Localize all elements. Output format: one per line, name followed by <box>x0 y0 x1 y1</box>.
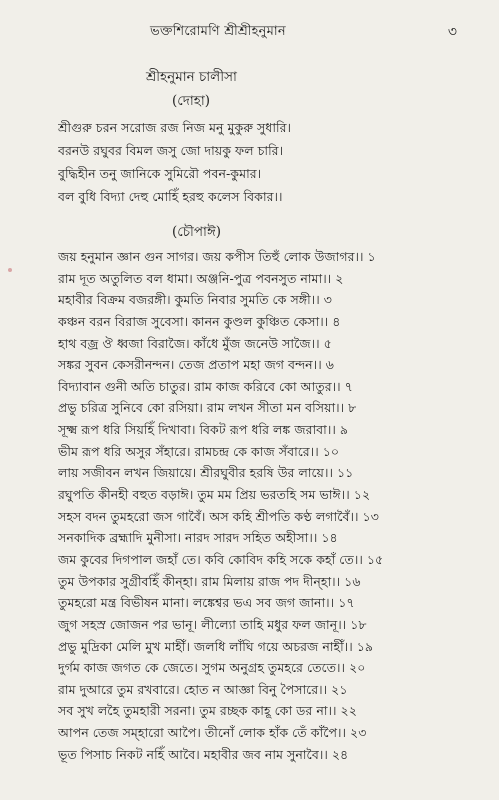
caupai-verses <box>58 246 490 765</box>
doha-verses <box>58 116 478 208</box>
verse-line: জুগ সহস্র জোজন পর ভানূ। লীল্যো তাহি মধুর ফল জানূ।। ১৮ <box>58 616 367 632</box>
section-title: শ্রীহনুমান চালীসা <box>146 69 237 85</box>
verse-line: জম কুবের দিগপাল জহাঁ তে। কবি কোবিদ কহি সকে কহাঁ তে।। ১৫ <box>58 551 384 567</box>
verse-line: সঙ্কর সুবন কেসরীনন্দন। তেজ প্রতাপ মহা জগ বন্দন।। ৬ <box>58 357 334 373</box>
verse-line: ভূত পিসাচ নিকট নহিঁ আবৈ। মহাবীর জব নাম সুনাবৈ।। ২৪ <box>58 746 349 762</box>
verse-line: বরনউ রঘুবর বিমল জসু জো দায়কু ফল চারি। <box>58 143 284 158</box>
verse-line: ভীম রূপ ধরি অসুর সঁহারে। রামচন্দ্র কে কাজ সঁবারে।। ১০ <box>58 443 340 459</box>
page-number: ৩ <box>447 24 457 40</box>
paper-speck <box>8 268 12 272</box>
verse-line: শ্রীগুরু চরন সরোজ রজ নিজ মনু মুকুরু সুধারি। <box>58 120 292 135</box>
verse-line: বিদ্যাবান গুনী অতি চাতুর। রাম কাজ করিবে কো আতুর।। ৭ <box>58 378 353 394</box>
verse-line: প্রভু মুদ্রিকা মেলি মুখ মাহীঁ। জলধি লাঁঘি গয়ে অচরজ নাহীঁ।। ১৯ <box>58 638 374 654</box>
verse-line: সনকাদিক ব্রহ্মাদি মুনীসা। নারদ সারদ সহিত অহীসা।। ১৪ <box>58 530 338 546</box>
verse-line: কঞ্চন বরন বিরাজ সুবেসা। কানন কুণ্ডল কুঞ্চিত কেসা।। ৪ <box>58 313 341 329</box>
verse-line: সব সুখ লহৈ তুমহারী সরনা। তুম রচ্ছক কাহূ কো ডর না।। ২২ <box>58 703 357 719</box>
verse-line: আপন তেজ সম্হারো আপৈ। তীনোঁ লোক হাঁক তেঁ কাঁপৈ।। ২৩ <box>58 725 367 741</box>
verse-line: মহাবীর বিক্রম বজরঙ্গী। কুমতি নিবার সুমতি কে সঙ্গী।। ৩ <box>58 292 332 308</box>
verse-line: লায় সজীবন লখন জিয়ায়ে। শ্রীরঘুবীর হরষি উর লায়ে।। ১১ <box>58 465 354 481</box>
verse-line: তুমহরো মন্ত্র বিভীষন মানা। লঙ্কেশ্বর ভএ সব জগ জানা।। ১৭ <box>58 595 355 611</box>
running-header <box>40 16 471 44</box>
verse-line: সূক্ষ্ম রূপ ধরি সিয়হিঁ দিখাবা। বিকট রূপ ধরি লঙ্ক জরাবা।। ৯ <box>58 422 349 438</box>
verse-line: বল বুধি বিদ্যা দেহু মোহিঁ হরহু কলেস বিকার।। <box>58 189 283 204</box>
verse-line: হাথ বজ্র ঔ ধ্বজা বিরাজৈ। কাঁধে মুঁজ জনেউ সাজৈ।। ৫ <box>58 335 332 351</box>
verse-line: দুর্গম কাজ জগত কে জেতে। সুগম অনুগ্রহ তুমহরে তেতে।। ২০ <box>58 660 366 676</box>
verse-line: রাম দুআরে তুম রখবারে। হোত ন আজ্ঞা বিনু পৈসারে।। ২১ <box>58 681 348 697</box>
verse-line: বুদ্ধিহীন তনু জানিকে সুমিরৌ পবন-কুমার। <box>58 166 262 181</box>
doha-heading: (দোহা) <box>172 93 211 109</box>
verse-line: জয় হনুমান জ্ঞান গুন সাগর। জয় কপীস তিহুঁ লোক উজাগর।। ১ <box>58 249 376 264</box>
verse-line: রঘুপতি কীনহী বহুত বড়াঈ। তুম মম প্রিয় ভরতহি সম ভাঈ।। ১২ <box>58 487 371 503</box>
verse-line: প্রভু চরিত্র সুনিবে কো রসিয়া। রাম লখন সীতা মন বসিয়া।। ৮ <box>58 400 357 416</box>
caupai-heading: (চৌপাঈ) <box>172 224 222 240</box>
verse-line: সহস বদন তুমহরো জস গাবৈঁ। অস কহি শ্রীপতি কণ্ঠ লগাবৈঁ।। ১৩ <box>58 508 379 524</box>
verse-line: তুম উপকার সুগ্রীবহিঁ কীন্হা। রাম মিলায় রাজ পদ দীন্হা।। ১৬ <box>58 573 361 589</box>
running-title: ভক্তশিরোমণি শ্রীশ্রীহনুমান <box>150 24 286 39</box>
verse-line: রাম দূত অতুলিত বল ধামা। অঞ্জনি-পুত্র পবনসুত নামা।। ২ <box>58 270 344 286</box>
